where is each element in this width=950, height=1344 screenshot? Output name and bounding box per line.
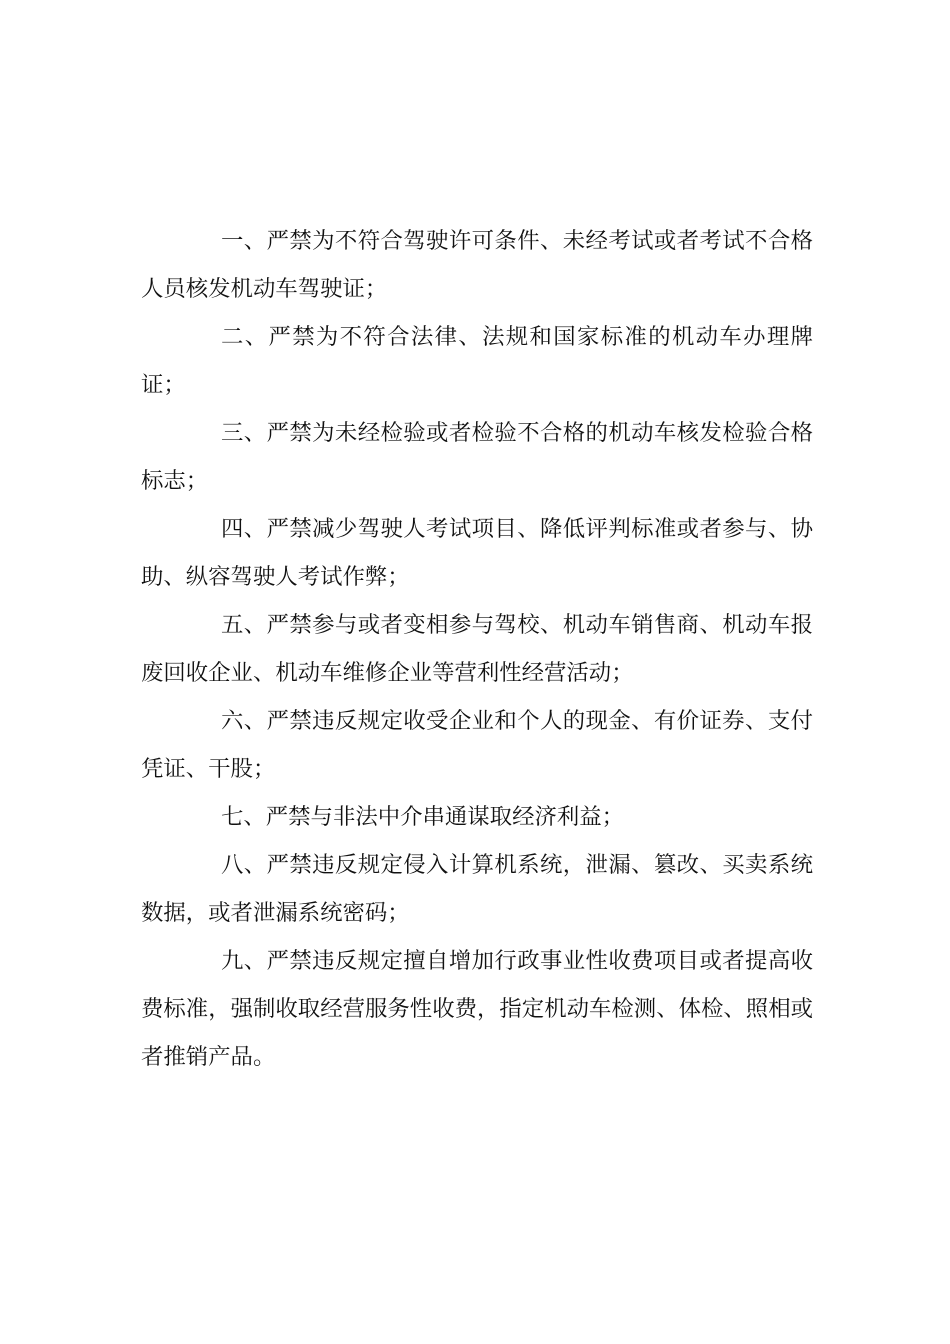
- paragraph-item-8: 八、严禁违反规定侵入计算机系统，泄漏、篡改、买卖系统数据，或者泄漏系统密码；: [141, 852, 813, 926]
- paragraph-item-9: 九、严禁违反规定擅自增加行政事业性收费项目或者提高收费标准，强制收取经营服务性收费，指定机动车检测、体检、照相或者推销产品。: [141, 948, 813, 1070]
- paragraph-item-7: 七、严禁与非法中介串通谋取经济利益；: [221, 804, 625, 830]
- paragraph-item-5: 五、严禁参与或者变相参与驾校、机动车销售商、机动车报废回收企业、机动车维修企业等营利性经营活动；: [141, 612, 813, 686]
- paragraph-item-3: 三、严禁为未经检验或者检验不合格的机动车核发检验合格标志；: [141, 420, 813, 494]
- paragraph-item-6: 六、严禁违反规定收受企业和个人的现金、有价证券、支付凭证、干股；: [141, 708, 813, 782]
- paragraph-item-2: 二、严禁为不符合法律、法规和国家标准的机动车办理牌证；: [141, 324, 813, 398]
- paragraph-item-4: 四、严禁减少驾驶人考试项目、降低评判标准或者参与、协助、纵容驾驶人考试作弊；: [141, 516, 813, 590]
- document-body: [141, 217, 813, 1081]
- paragraph-item-1: 一、严禁为不符合驾驶许可条件、未经考试或者考试不合格人员核发机动车驾驶证；: [141, 228, 813, 302]
